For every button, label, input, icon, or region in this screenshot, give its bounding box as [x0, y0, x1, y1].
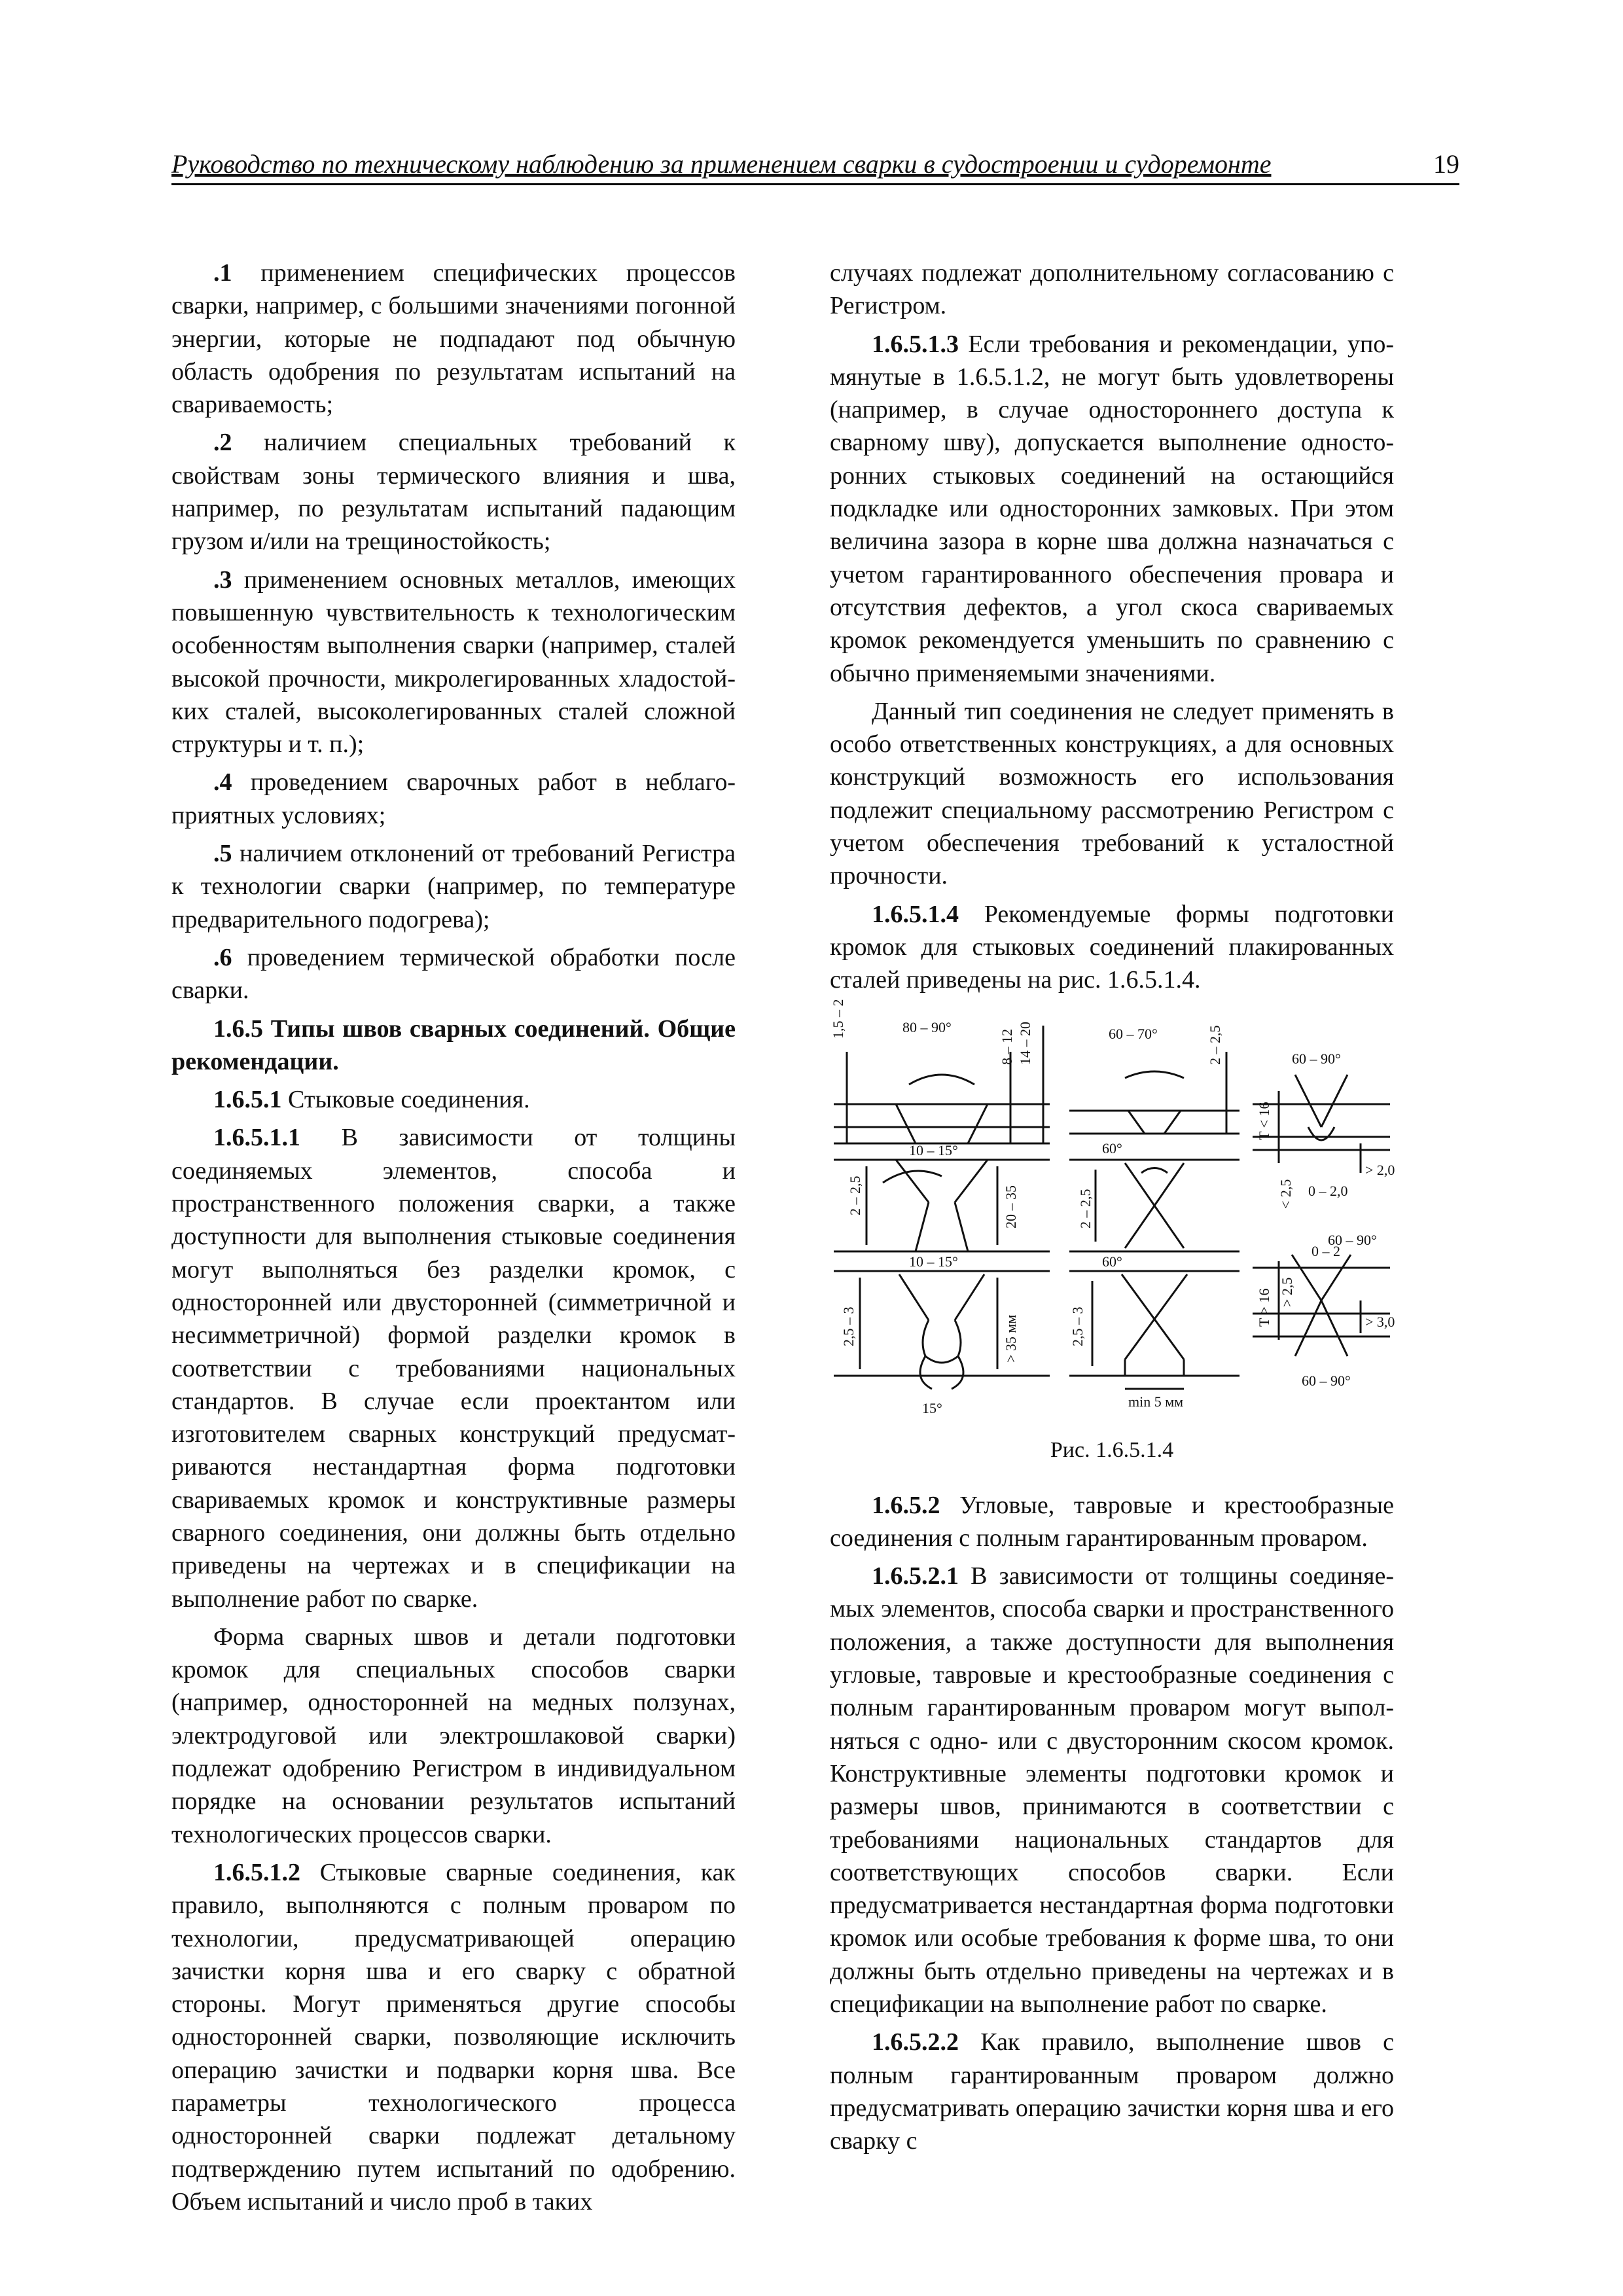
list-item	[171, 941, 736, 1007]
paragraph-16514	[830, 898, 1394, 997]
dimension-label: T > 16	[1256, 1288, 1272, 1327]
dimension-label: > 3,0	[1365, 1313, 1395, 1330]
list-item	[171, 426, 736, 558]
dimension-label: 10 – 15°	[909, 1253, 958, 1270]
paragraph-1652	[830, 1489, 1394, 1555]
item-text: применением специфических процессов сварки, например, с большими значениями погонной энергии, которые не подпадают под обычную область одобрения по результатам испытаний на свариваемость;	[171, 259, 736, 419]
paragraph-text: Рекомендуемые формы подготовки кромок для стыковых соединений плакированных сталей приведены на рис. 1.6.5.1.4.	[830, 900, 1394, 994]
dimension-label: 60 – 90°	[1328, 1231, 1377, 1248]
dimension-label: > 35 мм	[1003, 1314, 1019, 1363]
dimension-label: 60°	[1102, 1253, 1122, 1270]
dimension-label: 80 – 90°	[902, 1018, 952, 1035]
dimension-label: 20 – 35	[1003, 1185, 1019, 1229]
paragraph-16522	[830, 2026, 1394, 2157]
dimension-label: 1,5 – 2	[830, 999, 846, 1039]
list-item	[171, 837, 736, 936]
figure-1-6-5-1-4	[830, 999, 1395, 1484]
item-text: проведением термической обработки после сварки.	[171, 943, 736, 1005]
paragraph-type	[830, 695, 1394, 893]
dimension-label: 60 – 70°	[1109, 1025, 1158, 1042]
dimension-label: 2,5 – 3	[1069, 1306, 1086, 1346]
left-column	[171, 257, 736, 2218]
header-title: Руководство по техническому наблюдению за применением сварки в судостроении и судоремонте	[171, 149, 1272, 179]
dimension-label: 8 – 12	[999, 1028, 1015, 1065]
paragraph-16513	[830, 328, 1394, 690]
dimension-label: 15°	[922, 1399, 942, 1416]
paragraph-text: Форма сварных швов и детали подготовки кромок для специальных способов сварки (например, односторонней на медных ползунах, электродуговой или электрошлаковой сварки) подлежат одобрению Регистром в индивидуальном порядке на основании результатов испытаний технологических процессов сварки.	[171, 1623, 736, 1848]
clause-number: 1.6.5.1.1	[213, 1124, 300, 1152]
paragraph-text: случаях подлежат дополнительному согласованию с Регистром.	[830, 259, 1394, 320]
item-number: .1	[213, 259, 232, 287]
dimension-label: 60°	[1102, 1139, 1122, 1157]
dimension-label: 2 – 2,5	[1077, 1189, 1094, 1229]
dimension-label: 0 – 2	[1311, 1242, 1340, 1259]
paragraph-text: Если требования и рекомендации, упомянутые в 1.6.5.1.2, не могут быть удовлетворены (например, в случае одностороннего доступа к сварному шву), допускается выполнение односторонних стыковых соединений на остающийся подкладке или односторонних замковых. При этом величина зазора в корне шва должна назначаться с учетом гарантированного обеспечения провара и отсутствия дефектов, а угол скоса свариваемых кромок рекомендуется уменьшить по сравнению с обычно применяемыми значениями.	[830, 330, 1394, 687]
dimension-label: 60 – 90°	[1302, 1372, 1351, 1389]
right-column	[830, 257, 1394, 2157]
page-number: 19	[1433, 149, 1459, 179]
clause-number: 1.6.5.2	[872, 1491, 940, 1519]
section-heading	[171, 1013, 736, 1079]
clause-number: 1.6.5.1.3	[872, 330, 959, 358]
paragraph-16521	[830, 1560, 1394, 2020]
item-number: .5	[213, 840, 232, 868]
dimension-label: 0 – 2,0	[1308, 1182, 1348, 1199]
paragraph-text: Данный тип соединения не следует применять в особо ответственных конструкциях, а для основных конструкций возможность его использования подлежит специальному рассмотрению Регистром с учетом обеспечения требований к усталостной прочности.	[830, 697, 1394, 890]
dimension-label: 14 – 20	[1017, 1021, 1033, 1065]
paragraph-1651	[171, 1083, 736, 1116]
item-number: .3	[213, 565, 232, 594]
clause-number: 1.6.5.1.4	[872, 900, 959, 928]
dimension-label: > 2,5	[1279, 1277, 1295, 1307]
clause-number: 1.6.5.1	[213, 1086, 282, 1114]
dimension-label: 60 – 90°	[1292, 1050, 1341, 1067]
dimension-label: 2,5 – 3	[840, 1306, 857, 1346]
section-heading-text: 1.6.5 Типы швов сварных соединений. Общие рекомендации.	[171, 1014, 736, 1075]
clause-number: 1.6.5.2.1	[872, 1562, 959, 1590]
dimension-label: > 2,0	[1365, 1161, 1395, 1178]
dimension-label: T < 16	[1256, 1102, 1272, 1140]
item-number: .4	[213, 768, 232, 797]
item-number: .6	[213, 943, 232, 971]
paragraph-form	[171, 1621, 736, 1851]
weld-joint-drawing	[830, 999, 1395, 1418]
paragraph-continued	[830, 257, 1394, 323]
item-text: наличием специальных требований к свойствам зоны термического влияния и шва, например, по результатам испытаний падающим грузом и/или на трещиностойкость;	[171, 429, 736, 556]
dimension-label: 2 – 2,5	[1207, 1025, 1223, 1065]
figure-caption: Рис. 1.6.5.1.4	[1050, 1437, 1174, 1462]
dimension-label: 10 – 15°	[909, 1141, 958, 1158]
item-text: применением основных металлов, имеющих повышенную чувствительность к технологическим особенностям выполнения сварки (например, сталей высокой прочности, микролегированных хладостойких сталей, высоколегированных сталей сложной структуры и т. п.);	[171, 565, 736, 759]
paragraph-text: В зависимости от толщины соединяемых элементов, способа сварки и пространственного положения, а также доступности для выполнения угловые, тавровые и крестообразные соединения с полным гарантированным проваром могут выполняться с одно- или с двусторонним скосом кромок. Конструктивные элементы подготовки кромок и размеры швов, принимаются в соответствии с требованиями национальных стандартов для соответствующих способов сварки. Если предусматривается нестандартная форма подготовки кромок или особые требования к форме шва, то они должны быть отдельно приведены на чертежах и в спецификации на выполнение работ по сварке.	[830, 1562, 1394, 2018]
paragraph-text: Стыковые сварные соединения, как правило, выполняются с полным проваром по технологии, предусматривающей операцию зачистки корня шва и его сварку с обратной стороны. Могут применяться другие способы односторонней сварки, позволяющие исключить операцию зачистки и подварки корня шва. Все параметры технологического процесса односторонней сварки подлежат детальному подтверждению путем испытаний по одобрению. Объем испытаний и число проб в таких	[171, 1858, 736, 2215]
dimension-label: 2 – 2,5	[847, 1175, 863, 1215]
paragraph-16512	[171, 1856, 736, 2218]
paragraph-text: В зависимости от толщины соединяемых элементов, способа и пространственного положения сварки, а также доступности для выполнения стыковые соединения могут выполняться без разделки кромок, с односторонней или двусторонней (симметричной и несимметричной) формой разделки кромок в соответствии с требованиями национальных стандартов. В случае если проектантом или изготовителем сварных конструкций предусматриваются нестандартная форма подготовки свариваемых кромок и конструктивные размеры сварного соединения, они должны быть отдельно приведены на чертежах и в спецификации на выполнение работ по сварке.	[171, 1124, 736, 1613]
item-text: наличием отклонений от требований Регистра к технологии сварки (например, по температуре предварительного подогрева);	[171, 840, 736, 933]
list-item	[171, 257, 736, 421]
running-header	[171, 145, 1459, 185]
item-number: .2	[213, 429, 232, 457]
list-item	[171, 564, 736, 761]
dimension-label: min 5 мм	[1128, 1393, 1184, 1410]
item-text: проведением сварочных работ в неблагоприятных условиях;	[171, 768, 736, 829]
list-item	[171, 766, 736, 832]
paragraph-16511	[171, 1121, 736, 1615]
paragraph-text: Как правило, выполнение швов с полным гарантированным проваром должно предусматривать операцию зачистки корня шва и его сварку с	[830, 2028, 1394, 2155]
paragraph-text: Угловые, тавровые и крестообразные соединения с полным гарантированным проваром.	[830, 1491, 1394, 1552]
clause-number: 1.6.5.1.2	[213, 1858, 300, 1886]
dimension-label: < 2,5	[1277, 1179, 1294, 1209]
clause-number: 1.6.5.2.2	[872, 2028, 959, 2056]
paragraph-text: Стыковые соединения.	[281, 1086, 530, 1114]
